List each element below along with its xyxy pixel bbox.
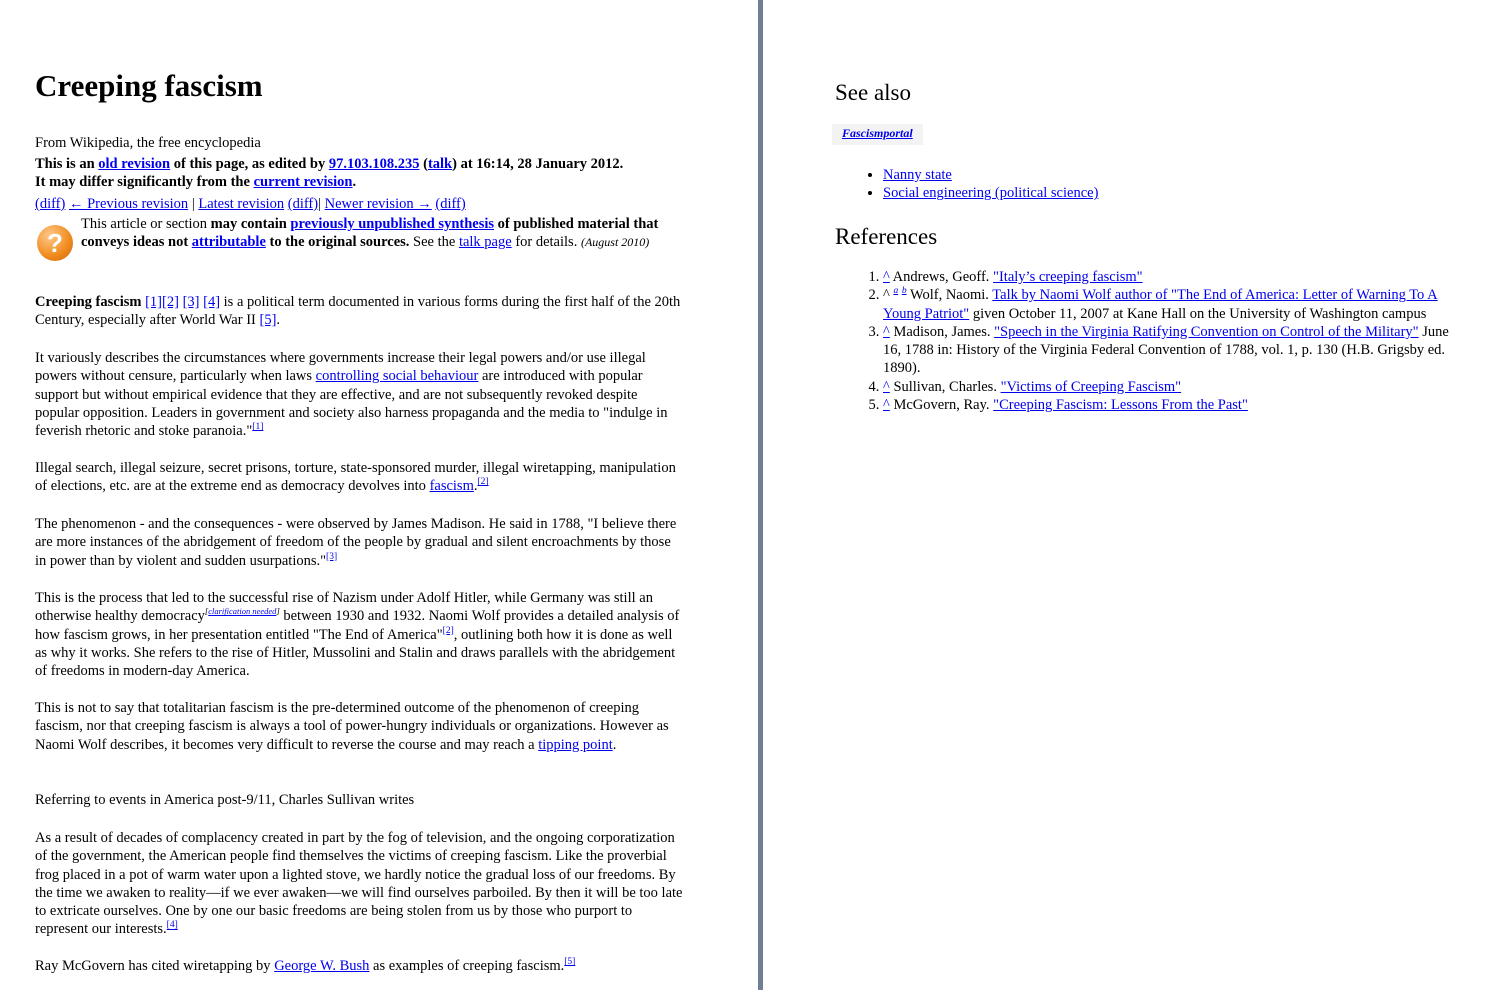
- ref-link[interactable]: [2]: [477, 477, 489, 488]
- backlink-caret[interactable]: ^: [883, 378, 890, 395]
- paragraph-1: Creeping fascism [1][2] [3] [4] is a political term documented in various forms during the first half of the 20th Century, especially after World War II [5].: [35, 294, 681, 329]
- clarification-needed-link[interactable]: clarification needed: [208, 606, 277, 617]
- paragraph-2: It variously describes the circumstances where governments increase their legal powers and/or use illegal powers without censure, particularly when laws controlling social behaviour are introduced with popular support but without empirical evidence that they are effective, and are not subsequently revoked despite popular opposition. Leaders in government and society also harness propaganda and the media to "indulge in feverish rhetoric and stoke paranoia."[1]: [35, 350, 668, 440]
- editor-ip-link[interactable]: 97.103.108.235: [328, 156, 420, 172]
- paragraph-5: This is the process that led to the successful rise of Nazism under Adolf Hitler, while Germany was still an otherwise healthy democracy[clarification needed] between 1930 and 1932. Naomi Wolf provides a detailed analysis of how fascism grows, in her presentation entitled "The End of America"[2], outlining both how it is done as well as why it works. She refers to the rise of Hitler, Mussolini and Stalin and draws parallels with the abridgement of freedoms in modern-day America.: [35, 590, 680, 680]
- reference-item: 2. ^ $^a$ $^b$ Wolf, Naomi. Talk by Naomi Wolf author of "The End of America: Letter of Warning To A Young Patriot" given October 11, 2007 at Kane Hall on the University of Washington campus: [883, 286, 1463, 323]
- backlink-b[interactable]: b: [901, 286, 907, 297]
- paragraph-3: Illegal search, illegal seizure, secret prisons, torture, state-sponsored murder, illegal wiretapping, manipulation of elections, etc. are at the extreme end as democracy devolves into fascism.[2]: [35, 460, 676, 495]
- page-title-block: [35, 68, 685, 103]
- see-also-heading: See also: [835, 80, 912, 105]
- ref-link[interactable]: [3]: [326, 551, 338, 562]
- list-item: [883, 184, 1098, 202]
- social-engineering-link[interactable]: Social engineering (political science): [883, 185, 1099, 202]
- fascism-link[interactable]: fascism: [429, 478, 474, 495]
- paragraph-9: Ray McGovern has cited wiretapping by George W. Bush as examples of creeping fascism.[5]: [35, 957, 576, 974]
- references-heading: References: [835, 224, 938, 249]
- talk-page-link[interactable]: talk page: [458, 234, 512, 251]
- question-icon: ?: [37, 225, 73, 261]
- reference-item: 3. ^ Madison, James. "Speech in the Virginia Ratifying Convention on Control of the Military" June 16, 1788 in: History of the Virginia Federal Convention of 1788, vol. 1, p. 130 (H.B. Grigsby ed. 1890).: [883, 323, 1463, 378]
- from-line: From Wikipedia, the free encyclopedia: [35, 135, 261, 151]
- george-w-bush-link[interactable]: George W. Bush: [274, 958, 370, 974]
- paragraph-6: This is not to say that totalitarian fascism is the pre-determined outcome of the phenomenon of creeping fascism, nor that creeping fascism is always a tool of power-hungry individuals or organizations. However as Naomi Wolf describes, it becomes very difficult to reverse the course and may reach a tipping point.: [35, 700, 669, 753]
- revision-notice: This is an old revision of this page, as edited by 97.103.108.235 (talk) at 16:14, 28 January 2012. It may differ significantly from the current revision.: [35, 156, 624, 191]
- page-title: Creeping fascism: [35, 68, 263, 103]
- paragraph-7: Referring to events in America post-9/11, Charles Sullivan writes: [35, 792, 415, 808]
- reference-title-link[interactable]: Talk by Naomi Wolf author of "The End of America: Letter of Warning To A Young Patriot": [883, 287, 1438, 322]
- current-revision-link[interactable]: current revision: [253, 174, 353, 191]
- reference-title-link[interactable]: "Victims of Creeping Fascism": [1000, 378, 1182, 395]
- controlling-social-behaviour-link[interactable]: controlling social behaviour: [315, 368, 479, 385]
- diff-link-1[interactable]: (diff): [35, 196, 66, 212]
- attributable-link[interactable]: attributable: [191, 234, 266, 251]
- backlink-caret[interactable]: ^: [883, 269, 890, 285]
- fascism-portal-box: [832, 124, 923, 145]
- citation-2[interactable]: [2]: [162, 294, 179, 310]
- references-list: [835, 268, 1463, 414]
- revision-nav: (diff) ← Previous revision | Latest revision (diff)| Newer revision → (diff): [35, 196, 466, 212]
- reference-title-link[interactable]: "Speech in the Virginia Ratifying Convention on Control of the Military": [994, 323, 1419, 340]
- latest-revision-link[interactable]: Latest revision: [198, 196, 285, 212]
- citation-4[interactable]: [4]: [203, 294, 221, 310]
- quote-paragraph: As a result of decades of complacency created in part by the fog of television, and the ongoing corporatization of the government, the American people find themselves the victims of creeping fascism. Like the proverbial frog placed in a pot of warm water upon a lighted stove, we hardly notice the gradual loss of our freedoms. By the time we awaken to reality—if we ever awaken—we will find ourselves parboiled. By then it will be too late to extricate ourselves. One by one our basic freedoms are being stolen from us by those who purport to represent our interests.[4]: [35, 830, 683, 938]
- see-also-heading-block: [835, 80, 1485, 106]
- paragraph-4: The phenomenon - and the consequences - were observed by James Madison. He said in 1788, "I believe there are more instances of the abridgement of freedom of the people by gradual and silent encroachments by those in power than by violent and sudden usurpations."[3]: [35, 516, 677, 569]
- old-revision-link[interactable]: old revision: [98, 156, 171, 172]
- diff-link-2[interactable]: (diff): [287, 196, 319, 212]
- ref-link[interactable]: [4]: [166, 920, 178, 931]
- citation-5[interactable]: [5]: [259, 312, 277, 329]
- ref-link[interactable]: [2]: [442, 625, 454, 636]
- tipping-point-link[interactable]: tipping point: [538, 736, 613, 753]
- citation-3[interactable]: [3]: [182, 294, 200, 310]
- see-also-list: [835, 166, 1098, 203]
- ref-link[interactable]: [5]: [564, 957, 576, 968]
- reference-title-link[interactable]: "Italy’s creeping fascism": [993, 269, 1143, 285]
- reference-item: 1. ^ Andrews, Geoff. "Italy’s creeping fascism": [883, 268, 1463, 286]
- right-page: [763, 0, 1496, 990]
- reference-item: 4. ^ Sullivan, Charles. "Victims of Creeping Fascism": [883, 378, 1463, 396]
- editor-talk-link[interactable]: talk: [427, 156, 453, 172]
- synthesis-link[interactable]: previously unpublished synthesis: [290, 216, 495, 232]
- backlink-a[interactable]: a: [893, 286, 899, 297]
- diff-link-3[interactable]: (diff): [435, 196, 466, 212]
- citation-1[interactable]: [1]: [145, 294, 163, 310]
- previous-revision-link[interactable]: ← Previous revision: [68, 196, 189, 212]
- ref-link[interactable]: [1]: [252, 422, 264, 433]
- notice-text: This article or section may contain previously unpublished synthesis of published material that conveys ideas not attributable to the original sources. See the talk page for details. (August 2010): [81, 216, 659, 251]
- list-item: [883, 166, 1098, 184]
- fascism-portal-link[interactable]: Fascismportal: [842, 126, 913, 140]
- newer-revision-link[interactable]: Newer revision →: [324, 196, 432, 212]
- nanny-state-link[interactable]: Nanny state: [883, 167, 952, 183]
- reference-item: 5. ^ McGovern, Ray. "Creeping Fascism: Lessons From the Past": [883, 396, 1463, 414]
- backlink-caret[interactable]: ^: [883, 397, 890, 414]
- reference-title-link[interactable]: "Creeping Fascism: Lessons From the Past": [993, 397, 1248, 414]
- notice-date: (August 2010): [580, 235, 650, 250]
- references-heading-block: [835, 224, 1485, 250]
- backlink-caret[interactable]: ^: [883, 323, 890, 340]
